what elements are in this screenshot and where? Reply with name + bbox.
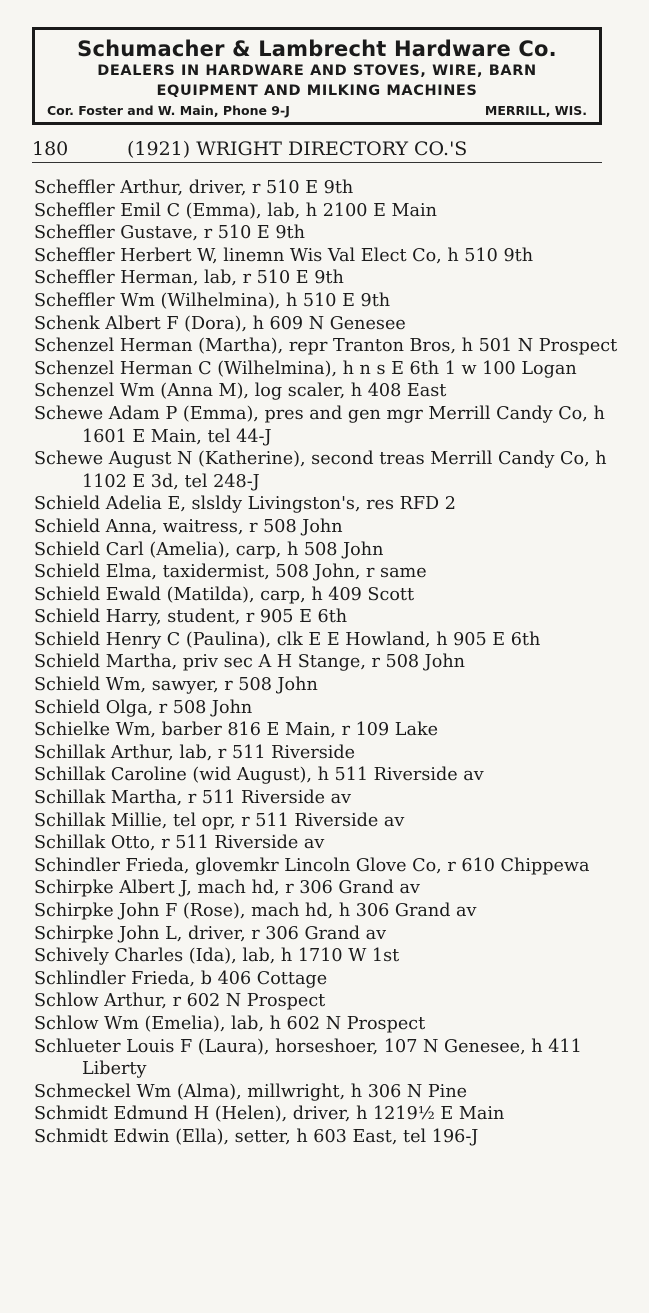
directory-entry: Schirpke John F (Rose), mach hd, h 306 Grand av — [34, 901, 477, 921]
directory-entry: Schenzel Herman C (Wilhelmina), h n s E 6th 1 w 100 Logan — [34, 358, 577, 379]
directory-entry: Schield Adelia E, slsldy Livingston's, res RFD 2 — [34, 494, 456, 515]
ad-title: Schumacher & Lambrecht Hardware Co. — [77, 37, 557, 61]
directory-entry: Schlueter Louis F (Laura), horseshoer, 107 N Genesee, h 411 Liberty — [34, 1036, 582, 1080]
ad-address: Cor. Foster and W. Main, Phone 9-J — [47, 103, 290, 118]
directory-entry: Schillak Martha, r 511 Riverside av — [34, 788, 352, 809]
directory-entry: Scheffler Wm (Wilhelmina), h 510 E 9th — [34, 290, 391, 311]
directory-entry: Scheffler Herbert W, linemn Wis Val Elect Co, h 510 9th — [34, 245, 534, 266]
directory-entry: Schenk Albert F (Dora), h 609 N Genesee — [34, 313, 406, 334]
directory-entry: Schenzel Wm (Anna M), log scaler, h 408 East — [34, 381, 447, 402]
advertisement-box — [32, 27, 602, 125]
running-header — [32, 138, 602, 163]
directory-entry: Schillak Arthur, lab, r 511 Riverside — [34, 742, 356, 763]
directory-entry: Schield Olga, r 508 John — [34, 697, 253, 718]
directory-entry: Schewe August N (Katherine), second treas Merrill Candy Co, h 1102 E 3d, tel 248-J — [34, 449, 607, 492]
directory-entry: Schlow Wm (Emelia), lab, h 602 N Prospect — [34, 1013, 426, 1034]
page-number: 180 — [32, 138, 69, 160]
directory-entry: Schielke Wm, barber 816 E Main, r 109 Lake — [34, 720, 439, 741]
directory-entry: Schirpke Albert J, mach hd, r 306 Grand av — [34, 878, 420, 899]
directory-entry: Schillak Otto, r 511 Riverside av — [34, 833, 325, 854]
ad-line-1: DEALERS IN HARDWARE AND STOVES, WIRE, BARN — [97, 63, 537, 79]
directory-entry: Scheffler Herman, lab, r 510 E 9th — [34, 268, 344, 289]
directory-entry: Schmidt Edwin (Ella), setter, h 603 East, tel 196-J — [34, 1126, 479, 1147]
directory-entries — [34, 177, 619, 1149]
directory-entry: Schirpke John L, driver, r 306 Grand av — [34, 923, 387, 944]
directory-entry: Scheffler Arthur, driver, r 510 E 9th — [34, 178, 354, 198]
directory-entry: Schmidt Edmund H (Helen), driver, h 1219½ E Main — [34, 1104, 505, 1125]
directory-entry: Scheffler Emil C (Emma), lab, h 2100 E Main — [34, 200, 437, 221]
directory-entry: Schield Elma, taxidermist, 508 John, r same — [34, 562, 427, 583]
directory-entry: Schewe Adam P (Emma), pres and gen mgr Merrill Candy Co, h 1601 E Main, tel 44-J — [34, 403, 605, 447]
directory-entry: Schlindler Frieda, b 406 Cottage — [34, 968, 328, 989]
directory-entry: Schield Ewald (Matilda), carp, h 409 Scott — [34, 584, 415, 605]
directory-entry: Schield Carl (Amelia), carp, h 508 John — [34, 539, 384, 560]
directory-entry: Scheffler Gustave, r 510 E 9th — [34, 223, 305, 244]
directory-entry: Schillak Caroline (wid August), h 511 Riverside av — [34, 765, 484, 786]
ad-line-2: EQUIPMENT AND MILKING MACHINES — [156, 83, 478, 99]
directory-entry: Schillak Millie, tel opr, r 511 Riverside av — [34, 810, 405, 831]
ad-footer — [47, 103, 587, 118]
directory-entry: Schield Henry C (Paulina), clk E E Howland, h 905 E 6th — [34, 629, 541, 650]
directory-entry: Schenzel Herman (Martha), repr Tranton Bros, h 501 N Prospect — [34, 336, 618, 357]
directory-entry: Schield Wm, sawyer, r 508 John — [34, 675, 318, 696]
directory-entry: Schively Charles (Ida), lab, h 1710 W 1st — [34, 946, 400, 967]
ad-city: MERRILL, WIS. — [484, 103, 587, 118]
directory-title: (1921) WRIGHT DIRECTORY CO.'S — [127, 138, 468, 160]
directory-entry: Schield Harry, student, r 905 E 6th — [34, 607, 348, 628]
directory-entry: Schindler Frieda, glovemkr Lincoln Glove Co, r 610 Chippewa — [34, 855, 590, 876]
directory-entry: Schlow Arthur, r 602 N Prospect — [34, 991, 326, 1012]
directory-entry: Schield Martha, priv sec A H Stange, r 508 John — [34, 652, 465, 673]
directory-entry: Schield Anna, waitress, r 508 John — [34, 516, 343, 537]
directory-entry: Schmeckel Wm (Alma), millwright, h 306 N Pine — [34, 1081, 468, 1102]
